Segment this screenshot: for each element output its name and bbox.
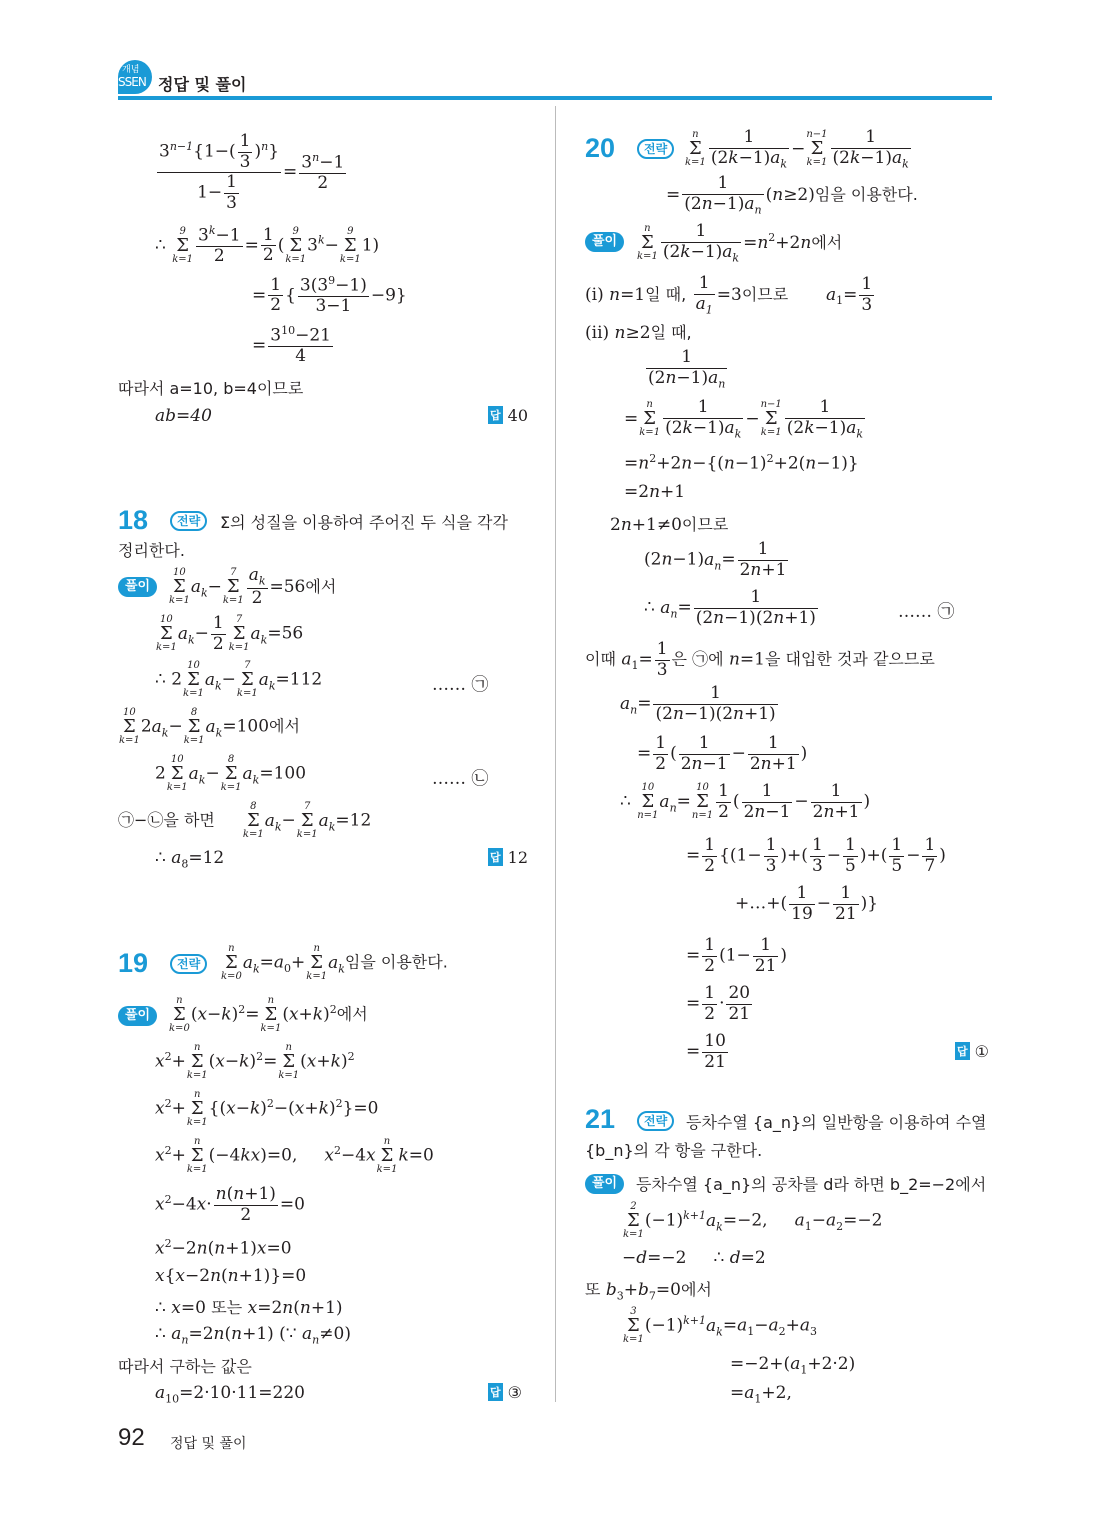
solution-badge: 풀이	[118, 577, 157, 597]
equation-20-1: n Σ k=1 $\frac{1}{(2k-1)a_k}$ $=n^2+2n$에서	[637, 221, 843, 264]
equation-18-3: ∴ 2 10 Σ k=1 $a_k-$ 7 Σ k=1 $a_k=112$	[155, 660, 323, 699]
equation-19-4: $x^2+$ n Σ k=1 (−4kx)=0, $x^2-4x$ n Σ k=1 k=0	[155, 1136, 434, 1175]
answer-tag-icon: 답	[488, 1383, 503, 1401]
strategy-formula-cont: = $\frac{1}{(2n-1)a_n}$ (n≥2)임을 이용한다.	[666, 173, 918, 216]
problem-number-21: 21	[585, 1104, 616, 1134]
answer-value: ①	[974, 1042, 989, 1061]
problem-number-18: 18	[118, 505, 149, 535]
equation-19-2: $x^2+$ n Σ k=1 $(x-k)^2=$ n Σ k=1 $(x+k)^2$	[155, 1042, 355, 1081]
answer-tag-icon: 답	[488, 848, 503, 866]
footer-title: 정답 및 풀이	[170, 1436, 247, 1452]
equation-20-3: = n Σ k=1 $\frac{1}{(2k-1)a_k}$ − n−1 Σ k=1 $\frac{1}{(2k-1)a_k}$	[624, 397, 864, 440]
problem-number-20: 20	[585, 133, 616, 163]
strategy-text-cont: 정리한다.	[118, 541, 185, 560]
equation-20-14: +…+( $\frac{1}{19}$ − $\frac{1}{21}$ )}	[735, 883, 879, 924]
strategy-badge: 전략	[637, 139, 674, 159]
equation-20-9: 이때 $a_1=$ $\frac{1}{3}$ 은 ㉠에 n=1을 대입한 것과 같으므로	[585, 639, 935, 680]
conclusion-text: 따라서 a=10, b=4이므로	[118, 379, 304, 398]
equation-18-7: ∴ $a_8=12$	[155, 848, 225, 871]
equation-20-10: $a_n=$ $\frac{1}{(2n-1)(2n+1)}$	[620, 683, 776, 724]
strategy-text: 등차수열 {a_n}의 일반항을 이용하여 수열	[686, 1113, 987, 1132]
equation-20-7: $(2n-1)a_n=$ $\frac{1}{2n+1}$	[644, 539, 787, 580]
equation-18-6: ㉠−㉡을 하면 8 Σ k=1 $a_k-$ 7 Σ k=1 $a_k=12$	[118, 801, 372, 840]
equation-sum-step1: ∴ 9 Σ k=1 $\frac{3^k-1}{2}$ = $\frac{1}{2}$ ( 9 Σ k=1 $3^k-$ 9 Σ k=1 1)	[155, 224, 380, 267]
solution-badge: 풀이	[585, 1174, 624, 1194]
equation-20-16: = $\frac{1}{2}$ · $\frac{20}{21}$	[686, 983, 751, 1024]
problem-number-19: 19	[118, 948, 149, 978]
marker-1: …… ㉠	[898, 602, 955, 622]
answer-value: 40	[507, 406, 528, 425]
strategy-badge: 전략	[637, 1111, 674, 1131]
marker-1: …… ㉠	[432, 675, 489, 695]
solution-badge: 풀이	[118, 1006, 157, 1026]
strategy-text: Σ의 성질을 이용하여 주어진 두 식을 각각	[220, 513, 508, 532]
equation-20-13: = $\frac{1}{2}$ {(1− $\frac{1}{3}$ )+( $\frac{1}{3}$ − $\frac{1}{5}$ )+( $\frac{1}{5}$ − $\frac{1}{7}$ )	[686, 835, 946, 876]
equation-21-5: 3 Σ k=1 $(-1)^{k+1}a_k=a_1-a_2+a_3$	[623, 1306, 818, 1345]
equation-19-10: $a_{10}=2\cdot 10\cdot 11=220$	[155, 1383, 305, 1406]
conclusion-text: 따라서 구하는 값은	[118, 1357, 252, 1376]
equation-20-6: 2n+1≠0이므로	[610, 515, 729, 535]
equation-21-4: 또 $b_3+b_7=0$에서	[585, 1280, 712, 1303]
marker-2: …… ㉡	[432, 769, 489, 789]
equation-21-3: −d=−2 ∴ d=2	[622, 1248, 766, 1268]
header-divider	[118, 96, 992, 100]
equation-18-2: 10 Σ k=1 $a_k-$ $\frac{1}{2}$ 7 Σ k=1 $a_k=56$	[156, 613, 304, 654]
equation-18-5: 2 10 Σ k=1 $a_k-$ 8 Σ k=1 $a_k=100$	[155, 754, 307, 793]
solution-badge: 풀이	[585, 232, 624, 252]
equation-19-3: $x^2+$ n Σ k=1 $\{(x-k)^2-(x+k)^2\}=0$	[155, 1089, 379, 1128]
strategy-formula: n Σ k=1 $\frac{1}{(2k-1)a_k}$ − n−1 Σ k=1 $\frac{1}{(2k-1)a_k}$	[685, 127, 909, 170]
logo-line1: 개념	[122, 65, 140, 75]
answer-badge	[488, 1383, 522, 1402]
equation-21-1: 등차수열 {a_n}의 공차를 d라 하면 b_2=−2에서	[636, 1175, 987, 1194]
equation-20-17: = $\frac{10}{21}$	[686, 1031, 726, 1072]
equation-20-4: $=n^2+2n-\{(n-1)^2+2(n-1)\}$	[624, 452, 859, 474]
page-number: 92	[118, 1424, 145, 1451]
strategy-badge: 전략	[170, 954, 207, 974]
header-title: 정답 및 풀이	[158, 75, 247, 94]
equation-19-9: ∴ $a_n=2n(n+1)$ (∵ $a_n\ne 0$)	[155, 1324, 351, 1347]
equation-19-6: $x^2-2n(n+1)x=0$	[155, 1237, 292, 1259]
brand-logo	[118, 60, 152, 94]
equation-20-2: $\frac{1}{(2n-1)a_n}$	[648, 347, 726, 390]
equation-19-5: $x^2-4x\cdot$ $\frac{n(n+1)}{2}$ =0	[155, 1184, 305, 1225]
logo-line2: SSEN	[118, 75, 146, 89]
equation-20-5: =2n+1	[624, 482, 686, 502]
strategy-text-cont: {b_n}의 각 항을 구한다.	[585, 1141, 763, 1160]
answer-badge	[955, 1042, 989, 1061]
answer-value: ③	[507, 1383, 522, 1402]
answer-value: 12	[507, 848, 528, 867]
strategy-badge: 전략	[170, 511, 207, 531]
answer-badge	[488, 406, 528, 425]
strategy-text: n Σ k=0 $a_k=a_0+$ n Σ k=1 $a_k$임을 이용한다.	[221, 943, 448, 982]
equation-21-6: $=-2+(a_1+2\cdot 2)$	[730, 1354, 856, 1377]
equation-19-7: x{x−2n(n+1)}=0	[155, 1266, 307, 1286]
column-divider	[555, 106, 556, 1402]
equation-20-case1: (i) n=1일 때, $\frac{1}{a_1}$ =3이므로 $a_1=$ $\frac{1}{3}$	[585, 273, 873, 316]
equation-20-12: ∴ 10 Σ n=1 $a_n=$ 10 Σ n=1 $\frac{1}{2}$ ( $\frac{1}{2n-1}$ − $\frac{1}{2n+1}$ )	[620, 781, 871, 822]
final-equation: ab=40	[155, 406, 212, 426]
answer-badge	[488, 848, 528, 867]
equation-20-15: = $\frac{1}{2}$ (1− $\frac{1}{21}$ )	[686, 935, 788, 976]
equation-geometric-sum: $3^{n-1}\{1-$( $\frac{1}{3}$ )$^n$} 1− $\frac{1}{3}$ = $\frac{3^n-1}{2}$	[159, 131, 345, 213]
page-header	[118, 60, 992, 102]
equation-20-case2: (ii) n≥2일 때,	[585, 323, 692, 343]
equation-19-8: ∴ x=0 또는 x=2n(n+1)	[155, 1298, 343, 1318]
equation-sum-step3: = $\frac{3^{10}-21}{4}$	[252, 324, 331, 367]
answer-tag-icon: 답	[955, 1042, 970, 1060]
equation-21-7: $=a_1+2$,	[730, 1383, 792, 1406]
equation-19-1: n Σ k=0 $(x-k)^2=$ n Σ k=1 $(x+k)^2$에서	[169, 995, 368, 1034]
equation-18-1: 10 Σ k=1 $a_k-$ 7 Σ k=1 $\frac{a_k}{2}$ =56에서	[169, 565, 337, 609]
equation-sum-step2: = $\frac{1}{2}$ { $\frac{3(3^9-1)}{3-1}$ −9}	[252, 274, 407, 317]
equation-20-11: = $\frac{1}{2}$ ( $\frac{1}{2n-1}$ − $\frac{1}{2n+1}$ )	[637, 733, 808, 774]
equation-18-4: 10 Σ k=1 $2a_k-$ 8 Σ k=1 $a_k=100$에서	[119, 707, 300, 746]
equation-21-2: 2 Σ k=1 $(-1)^{k+1}a_k=-2$, $a_1-a_2=-2$	[623, 1201, 883, 1240]
answer-tag-icon: 답	[488, 406, 503, 424]
equation-20-8: ∴ $a_n=$ $\frac{1}{(2n-1)(2n+1)}$	[644, 587, 816, 628]
